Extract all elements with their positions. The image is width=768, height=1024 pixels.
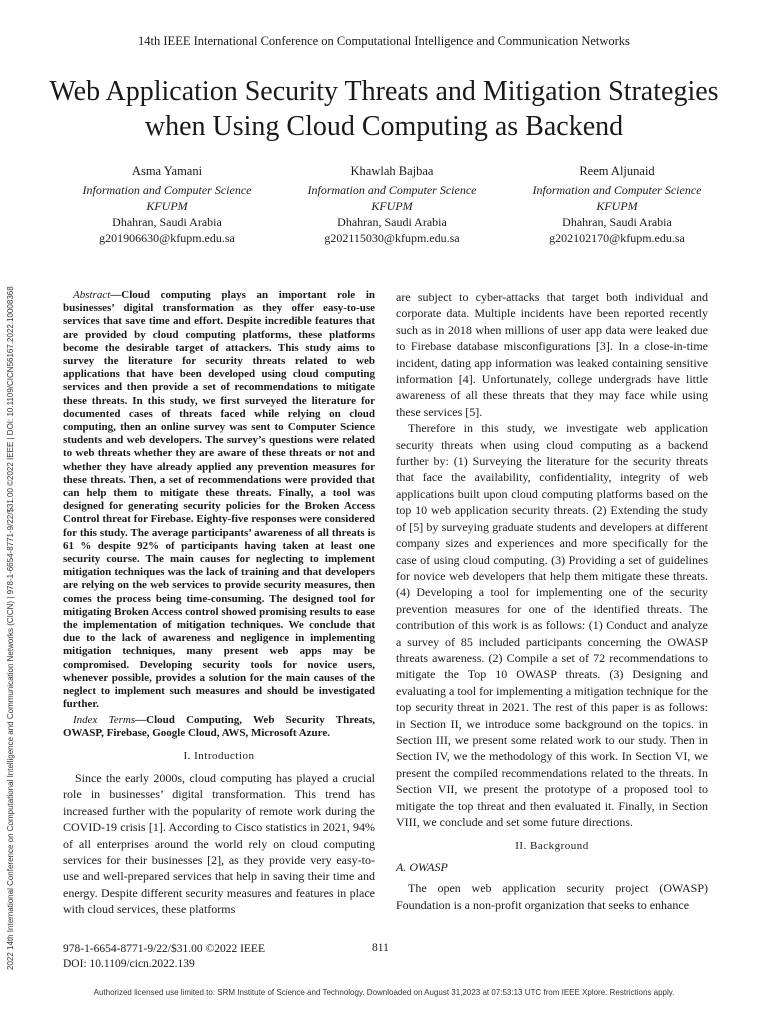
footer-isbn: 978-1-6654-8771-9/22/$31.00 ©2022 IEEE — [63, 943, 265, 955]
subsection-heading-owasp: A. OWASP — [396, 860, 448, 875]
body-paragraph: The open web application security project (OWASP) Foundation is a non-profit organization that seeks to enhance — [396, 881, 708, 912]
index-terms — [63, 714, 375, 740]
author-name: Asma Yamani — [131, 164, 203, 178]
author-list — [62, 163, 722, 246]
left-column — [63, 289, 375, 918]
author-block — [512, 163, 722, 246]
author-name: Reem Aljunaid — [579, 164, 655, 178]
authorization-notice: Authorized licensed use limited to: SRM Institute of Science and Technology. Downloaded on August 31,2023 at 07:53:13 UTC from IEEE Xplore. Restrictions apply. — [93, 988, 675, 997]
conference-header: 14th IEEE International Conference on Computational Intelligence and Communication Networks — [138, 34, 630, 48]
body-paragraph: Therefore in this study, we investigate web application security threats when using cloud computing as a backend further by: (1) Surveying the literature for the security threats that face the availability, confidentiality, integrity of web applications built upon cloud computing platforms based on the top 10 web application security threats. (2) Extending the study of [5] by surveying graduate students and developers at different company sizes and experiences and more specifically for the case of using cloud computing. (3) Providing a set of guidelines for novice web developers that help them mitigate these threats. (4) Developing a tool for implementing one of the security prevention measures for one of the identified threats. The contribution of this work is as follows: (1) Conduct and analyze a survey of 85 included participants concerning the OWASP threats awareness. (2) Compile a set of 72 recommendations to mitigate the Top 10 OWASP threats. (3) Designing and evaluating a tool for implementing a mitigation technique for the top security threat in 2021. The rest of this paper is as follows: in Section II, we introduce some background on the topics. in Section III, we present some related work to our study. Then in Section IV, we the methodology of this work. In Section VI, we present the compiled recommendations related to the threats. In Section VII, we present the prototype of a proposed tool to mitigate the top threat and then evaluated it. Finally, in Section VIII, we conclude and set some future directions. — [396, 421, 708, 829]
sidebar-citation-text: 2022 14th International Conference on Computational Intelligence and Communication Networks (CICN) | 978-1-6654-8771-9/22/$31.00 ©2022 IEEE | DOI: 10.1109/CICN56167.2022.10008368 — [6, 286, 15, 970]
footer-doi: DOI: 10.1109/cicn.2022.139 — [63, 958, 195, 970]
author-location: Dhahran, Saudi Arabia — [562, 215, 672, 229]
author-affiliation: Information and Computer Science — [532, 183, 702, 197]
author-block — [287, 163, 497, 246]
author-email: g202102170@kfupm.edu.sa — [549, 231, 685, 245]
body-paragraph: are subject to cyber-attacks that target both individual and corporate data. Multiple incidents have been reported recently such as in 2018 when millions of user app data were leaked due to Firebase database misconfigurations [3]. In a close-in-time incident, dating app information was leaked containing sensitive information [4]. Unfortunately, college undergrads have little awareness of all these threats that they may face while using these services [5]. — [396, 290, 708, 419]
author-email: g202115030@kfupm.edu.sa — [324, 231, 460, 245]
intro-paragraph: Since the early 2000s, cloud computing has played a crucial role in businesses’ digital transformation. This trend has increased further with the popularity of remote work during the COVID-19 crisis [1]. According to Cisco statistics in 2021, 94% of all enterprises around the world rely on cloud computing services for their businesses [2], as they provide very easy-to-use and well-prepared services that help in saving their time and energy. Despite different security measures and features in place with cloud services, these platforms — [63, 770, 375, 917]
author-affiliation: Information and Computer Science — [307, 183, 477, 197]
author-location: Dhahran, Saudi Arabia — [337, 215, 447, 229]
author-name: Khawlah Bajbaa — [350, 164, 434, 178]
abstract-label: Abstract — [73, 289, 111, 301]
footer-publication-info — [63, 942, 265, 972]
section-heading-background: II. Background — [515, 840, 589, 853]
sidebar-citation — [3, 130, 17, 970]
author-email: g201906630@kfupm.edu.sa — [99, 231, 235, 245]
page-number: 811 — [372, 942, 389, 954]
right-column — [396, 289, 708, 913]
index-terms-text: —Cloud Computing, Web Security Threats, OWASP, Firebase, Google Cloud, AWS, Microsoft Azure. — [63, 713, 375, 739]
index-terms-label: Index Terms — [73, 713, 136, 726]
paper-title: Web Application Security Threats and Mitigation Strategies when Using Cloud Computing as Backend — [49, 76, 719, 142]
abstract-text: —Cloud computing plays an important role in businesses’ digital transformation as they offer easy-to-use services that save time and effort. Despite incredible features that are provided by cloud computing platforms, these platforms become the desirable target of attackers. This study aims to survey the literature for security threats related to web applications that have been developed using cloud computing services and then provide a set of recommendations to mitigate these threats. In this study, we first surveyed the literature for documented cases of threats faced while relying on cloud computing, then an online survey was sent to Computer Science students and web developers. The survey’s questions were related to web threats whether they are aware of these threats or not and whether they have already applied any prevention measures for these threats. Then, a set of recommendations were provided that can help them to mitigate these threats. Finally, a tool was designed for generating security policies for the Broken Access Control threat for Firebase. Eighty-five responses were considered for this study. The average participants’ awareness of all threats is 61 % despite 92% of participants having taken at least one security course. The main causes for neglecting to implement mitigation techniques was the lack of training and that developers are relying on the web services to provide security measures, then comes the process being time-consuming. The designed tool for mitigating Broken Access control showed promising results to ease the implementation of mitigation techniques. We conclude that due to the lack of awareness and negligence in implementing mitigation techniques, many present web apps may be compromised. Developing security tools for novice users, whenever possible, provides a solution for the main causes of the neglect to implement such measures and should be investigated further. — [63, 289, 375, 711]
section-heading-introduction: I. Introduction — [183, 749, 255, 762]
author-block — [62, 163, 272, 246]
author-org: KFUPM — [371, 199, 413, 213]
abstract — [63, 289, 375, 712]
author-org: KFUPM — [596, 199, 638, 213]
author-org: KFUPM — [146, 199, 188, 213]
author-affiliation: Information and Computer Science — [82, 183, 252, 197]
author-location: Dhahran, Saudi Arabia — [112, 215, 222, 229]
